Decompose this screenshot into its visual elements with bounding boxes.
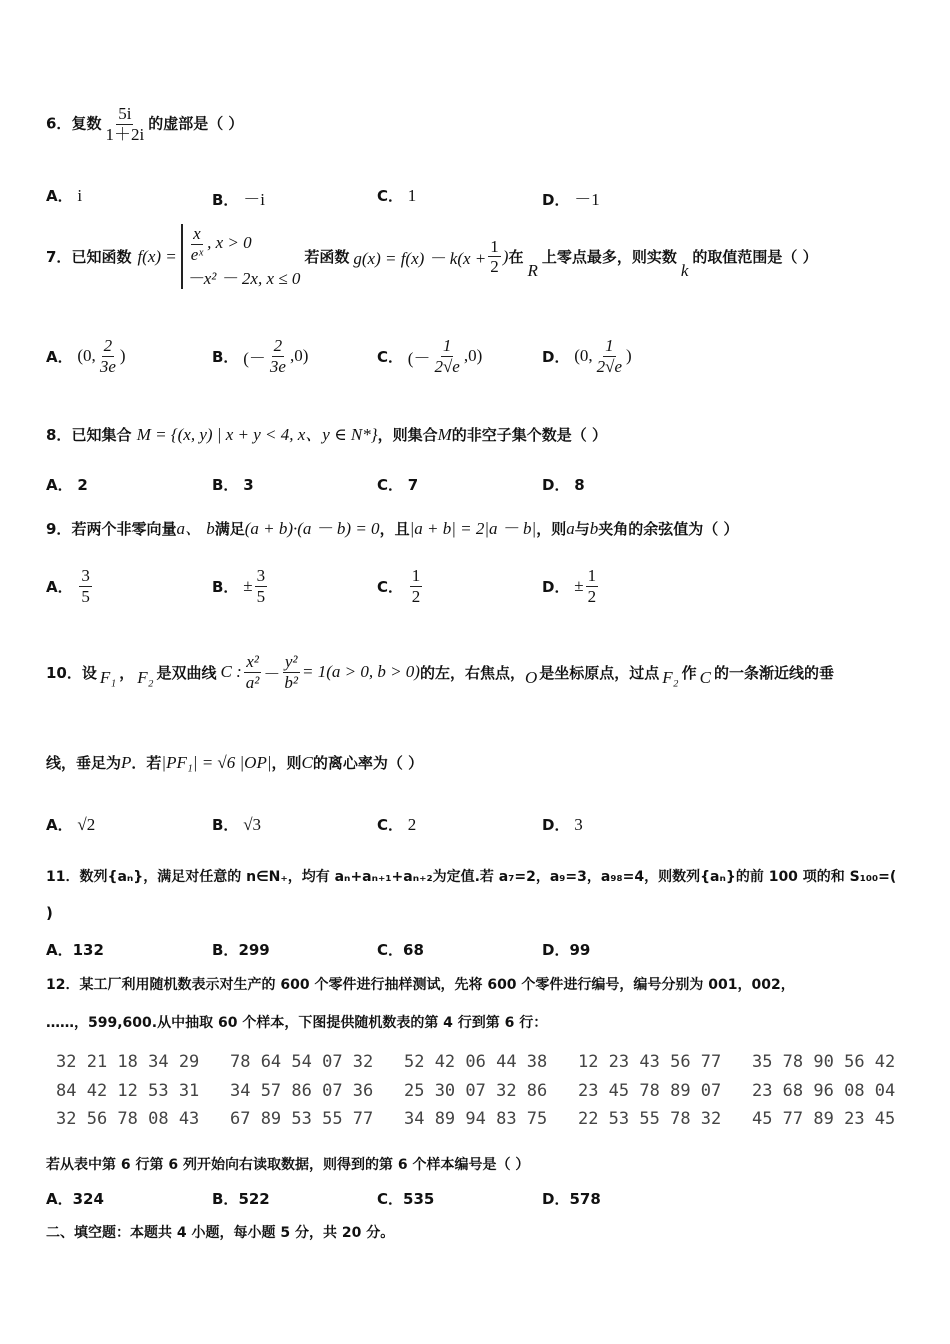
q9-option-a[interactable]: A． $\frac{3}{5}$ — [46, 566, 90, 606]
q8-option-b[interactable]: B． 3 — [212, 476, 254, 494]
q12-option-c[interactable]: C．535 — [377, 1190, 435, 1208]
q6-option-d[interactable]: D． －1 — [542, 190, 600, 209]
q12-option-a[interactable]: A．324 — [46, 1190, 104, 1208]
q10-option-a[interactable]: A． √2 — [46, 815, 96, 834]
q10-option-b[interactable]: B． √3 — [212, 815, 262, 834]
q11-option-c[interactable]: C．68 — [377, 941, 424, 959]
q9-stem: 9．若两个非零向量a、 b满足(a + b)·(a － b) = 0，且|a + b| = 2|a － b|，则a与b夹角的余弦值为（ ） — [46, 519, 739, 538]
q12-option-b[interactable]: B．522 — [212, 1190, 270, 1208]
q11-option-a[interactable]: A．132 — [46, 941, 104, 959]
q7-option-b[interactable]: B． (－ $\frac{2}{3e}$ ,0) — [212, 336, 309, 376]
q11-stem-line1: 11．数列{aₙ}，满足对任意的 n∈N₊，均有 aₙ+aₙ₊₁+aₙ₊₂为定值.若 a₇=2，a₉=3，a₉₈=4，则数列{aₙ}的前 100 项的和 S₁₀₀=( — [46, 869, 897, 885]
q10-option-d[interactable]: D． 3 — [542, 815, 583, 834]
q11-option-b[interactable]: B．299 — [212, 941, 270, 959]
q8-option-a[interactable]: A． 2 — [46, 476, 88, 494]
q12-option-d[interactable]: D．578 — [542, 1190, 601, 1208]
q6-option-a[interactable]: A． i — [46, 186, 83, 205]
random-table-row-6: 32 56 78 08 43 67 89 53 55 77 34 89 94 83 75 22 53 55 78 32 45 77 89 23 45 — [56, 1109, 896, 1129]
q10-option-c[interactable]: C． 2 — [377, 815, 417, 834]
q7-option-a[interactable]: A． (0, $\frac{2}{3e}$ ) — [46, 336, 126, 376]
q12-stem-line1: 12．某工厂利用随机数表示对生产的 600 个零件进行抽样测试，先将 600 个零件进行编号，编号分别为 001，002， — [46, 977, 795, 993]
q10-stem-line2: 线，垂足为P．若|PF₁| = √6 |OP|，则C的离心率为（ ） — [46, 753, 424, 772]
q7-option-c[interactable]: C． (－ $\frac{1}{2√e}$ ,0) — [377, 336, 483, 376]
q8-option-d[interactable]: D． 8 — [542, 476, 585, 494]
q6-stem: 6．复数 $\frac{5i}{1+2i}$ 的虚部是（ ） — [46, 104, 244, 144]
q6-fraction: $\frac{5i}{1+2i}$ — [105, 104, 145, 144]
q12-stem-line3: 若从表中第 6 行第 6 列开始向右读取数据，则得到的第 6 个样本编号是（ ） — [46, 1157, 530, 1173]
q8-option-c[interactable]: C． 7 — [377, 476, 419, 494]
q6-option-b[interactable]: B． －i — [212, 190, 265, 209]
q8-stem: 8．已知集合 M = {(x, y) | x + y < 4, x、y ∈ N*}，则集合M的非空子集个数是（ ） — [46, 425, 607, 444]
q7-stem: 7． 已知函数 f(x) = $\frac{x}{\text{eˣ}}$ , x > 0 －x² － 2x, x ≤ 0 若函数 g(x) = f(x) － k(x + $\frac{1}{2}$ ) 在 R 上零点最多，则实数 k 的取值范围是（ ） — [46, 224, 818, 289]
q7-option-d[interactable]: D． (0, $\frac{1}{2√e}$ ) — [542, 336, 632, 376]
q9-option-c[interactable]: C． $\frac{1}{2}$ — [377, 566, 421, 606]
piecewise-function: $\frac{x}{\text{eˣ}}$ , x > 0 －x² － 2x, x ≤ 0 — [181, 224, 301, 289]
random-table-row-5: 84 42 12 53 31 34 57 86 07 36 25 30 07 32 86 23 45 78 89 07 23 68 96 08 04 — [56, 1081, 896, 1101]
random-table-row-4: 32 21 18 34 29 78 64 54 07 32 52 42 06 44 38 12 23 43 56 77 35 78 90 56 42 — [56, 1052, 896, 1072]
q11-option-d[interactable]: D．99 — [542, 941, 591, 959]
q9-option-d[interactable]: D． ± $\frac{1}{2}$ — [542, 566, 597, 606]
q6-option-c[interactable]: C． 1 — [377, 186, 417, 205]
section-heading-fill-in: 二、填空题：本题共 4 小题，每小题 5 分，共 20 分。 — [46, 1225, 395, 1241]
q10-stem-line1: 10． 设 F₁ ， F₂ 是双曲线 C : $\frac{\text{x²}}{\text{a²}}$ － $\frac{\text{y²}}{\text{b²}}$ = 1(a > 0, b > 0) 的左，右焦点， O 是坐标原点，过点 F₂ 作 C 的一条渐近线的垂 — [46, 652, 834, 692]
q12-stem-line2: ……，599,600.从中抽取 60 个样本，下图提供随机数表的第 4 行到第 6 行： — [46, 1015, 548, 1031]
q11-stem-line2: ) — [46, 904, 53, 922]
q9-option-b[interactable]: B． ± $\frac{3}{5}$ — [212, 566, 266, 606]
